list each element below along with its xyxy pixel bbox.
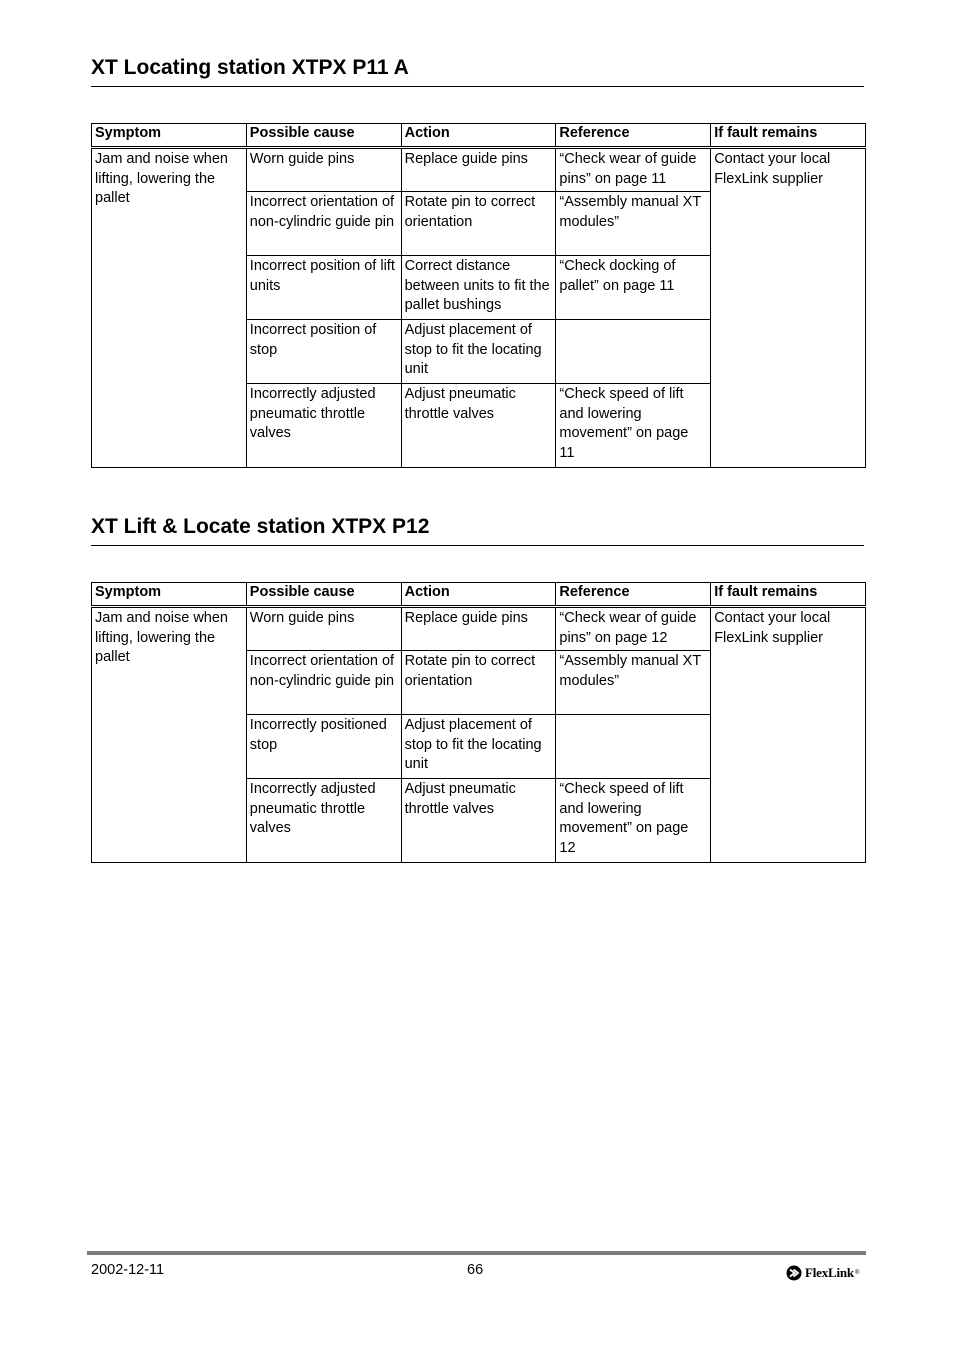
column-header-action: Action bbox=[401, 124, 556, 148]
cause-cell: Incorrect orientation of non-cylindric guide pin bbox=[246, 192, 401, 256]
column-header-possible-cause: Possible cause bbox=[246, 124, 401, 148]
cause-cell: Worn guide pins bbox=[246, 148, 401, 192]
flexlink-logo-icon bbox=[786, 1265, 802, 1281]
action-cell: Adjust pneumatic throttle valves bbox=[401, 779, 556, 863]
table-row bbox=[92, 148, 866, 192]
reference-cell: “Check speed of lift and lowering movement” on page 11 bbox=[556, 384, 711, 468]
action-cell: Correct distance between units to fit the pallet bushings bbox=[401, 256, 556, 320]
section-title: XT Locating station XTPX P11 A bbox=[91, 56, 409, 79]
reference-cell: “Check speed of lift and lowering movement” on page 12 bbox=[556, 779, 711, 863]
logo-wordmark: FlexLink bbox=[805, 1265, 854, 1280]
fault-remains-cell: Contact your local FlexLink supplier bbox=[711, 607, 866, 863]
action-cell: Replace guide pins bbox=[401, 148, 556, 192]
reference-cell bbox=[556, 715, 711, 779]
action-cell: Adjust placement of stop to fit the locating unit bbox=[401, 715, 556, 779]
cause-cell: Incorrect orientation of non-cylindric guide pin bbox=[246, 651, 401, 715]
column-header-reference: Reference bbox=[556, 583, 711, 607]
reference-cell: “Check wear of guide pins” on page 11 bbox=[556, 148, 711, 192]
column-header-symptom: Symptom bbox=[92, 124, 247, 148]
symptom-cell: Jam and noise when lifting, lowering the pallet bbox=[92, 148, 247, 468]
action-cell: Replace guide pins bbox=[401, 607, 556, 651]
footer-date: 2002-12-11 bbox=[91, 1262, 165, 1278]
reference-cell: “Assembly manual XT modules” bbox=[556, 651, 711, 715]
action-cell: Adjust pneumatic throttle valves bbox=[401, 384, 556, 468]
section-divider bbox=[91, 545, 864, 546]
cause-cell: Incorrectly positioned stop bbox=[246, 715, 401, 779]
column-header-action: Action bbox=[401, 583, 556, 607]
cause-cell: Incorrectly adjusted pneumatic throttle valves bbox=[246, 779, 401, 863]
column-header-if-fault-remains: If fault remains bbox=[711, 124, 866, 148]
cause-cell: Incorrect position of stop bbox=[246, 320, 401, 384]
action-cell: Adjust placement of stop to fit the locating unit bbox=[401, 320, 556, 384]
flexlink-logo bbox=[786, 1264, 859, 1282]
registered-mark: ® bbox=[854, 1270, 860, 1276]
fault-remains-cell: Contact your local FlexLink supplier bbox=[711, 148, 866, 468]
reference-cell: “Check wear of guide pins” on page 12 bbox=[556, 607, 711, 651]
section-title: XT Lift & Locate station XTPX P12 bbox=[91, 515, 430, 538]
action-cell: Rotate pin to correct orientation bbox=[401, 192, 556, 256]
column-header-symptom: Symptom bbox=[92, 583, 247, 607]
action-cell: Rotate pin to correct orientation bbox=[401, 651, 556, 715]
column-header-possible-cause: Possible cause bbox=[246, 583, 401, 607]
reference-cell bbox=[556, 320, 711, 384]
table-row bbox=[92, 607, 866, 651]
cause-cell: Incorrect position of lift units bbox=[246, 256, 401, 320]
table-header-row bbox=[92, 583, 866, 607]
reference-cell: “Check docking of pallet” on page 11 bbox=[556, 256, 711, 320]
troubleshooting-table bbox=[91, 123, 866, 468]
troubleshooting-table bbox=[91, 582, 866, 863]
footer-divider bbox=[87, 1251, 866, 1255]
column-header-if-fault-remains: If fault remains bbox=[711, 583, 866, 607]
column-header-reference: Reference bbox=[556, 124, 711, 148]
symptom-cell: Jam and noise when lifting, lowering the pallet bbox=[92, 607, 247, 863]
reference-cell: “Assembly manual XT modules” bbox=[556, 192, 711, 256]
section-divider bbox=[91, 86, 864, 87]
table-header-row bbox=[92, 124, 866, 148]
cause-cell: Incorrectly adjusted pneumatic throttle valves bbox=[246, 384, 401, 468]
cause-cell: Worn guide pins bbox=[246, 607, 401, 651]
page-number: 66 bbox=[467, 1262, 484, 1278]
